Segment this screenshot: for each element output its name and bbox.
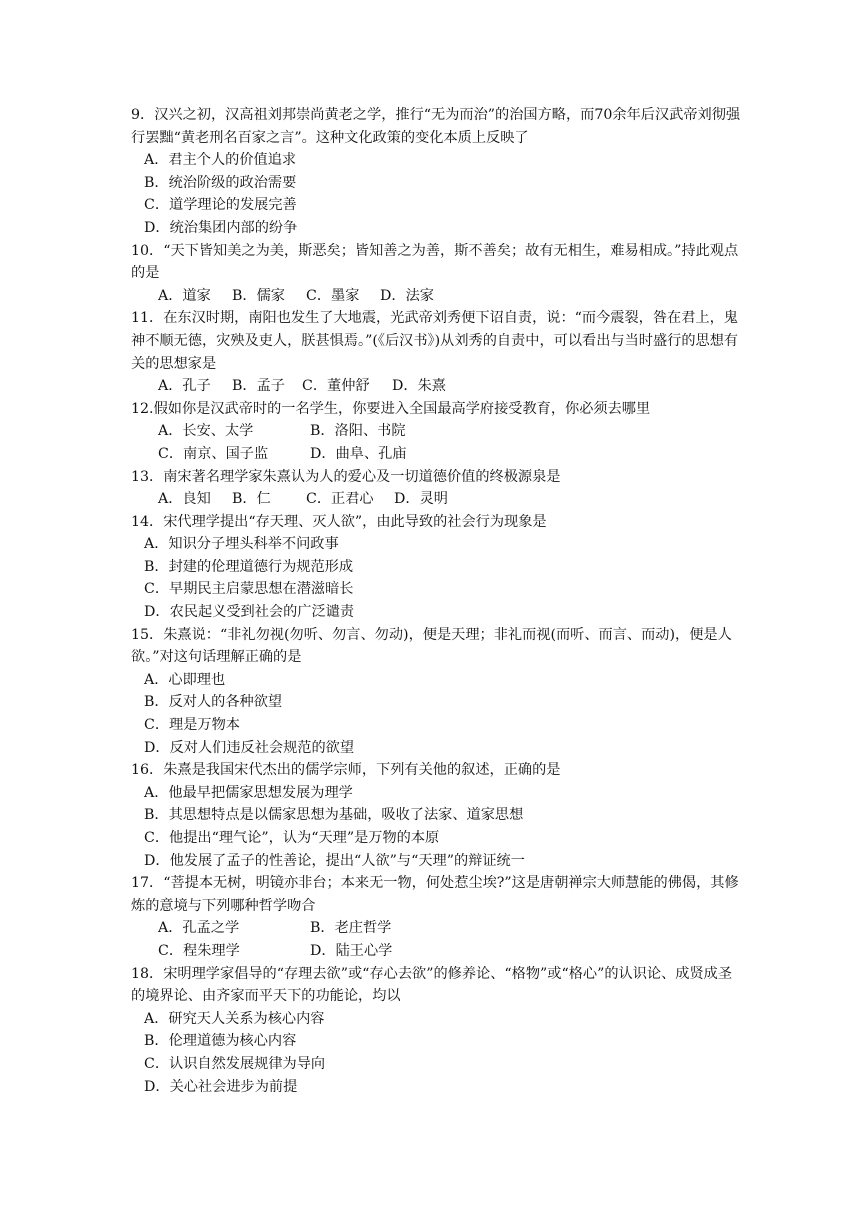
question-17-option-a: A．孔孟之学: [158, 920, 240, 937]
question-10-options: [131, 285, 743, 308]
question-14-option-d: D．农民起义受到社会的广泛谴责: [144, 604, 355, 621]
question-17-options-row-2: [131, 940, 743, 963]
question-15: [131, 624, 743, 760]
question-9-stem: 9．汉兴之初，汉高祖刘邦崇尚黄老之学，推行“无为而治”的治国方略，而70余年后汉武帝刘彻强行罢黜“黄老刑名百家之言”。这种文化政策的变化本质上反映了: [131, 107, 741, 146]
question-9-option-d: D．统治集团内部的纷争: [144, 219, 298, 236]
question-11-option-d: D．朱熹: [392, 378, 446, 395]
question-9-option-c: C．道学理论的发展完善: [144, 197, 297, 214]
question-17-options-row-1: [131, 917, 743, 940]
question-14-option-c: C．早期民主启蒙思想在潜滋暗长: [144, 581, 354, 598]
question-11-option-b: B．孟子: [232, 378, 285, 395]
question-12-option-c: C．南京、国子监: [158, 445, 269, 462]
question-12-options-row-1: [131, 420, 743, 443]
question-12-stem: 12.假如你是汉武帝时的一名学生，你要进入全国最高学府接受教育，你必须去哪里: [131, 400, 651, 417]
question-12-option-d: D．曲阜、孔庙: [310, 445, 407, 462]
question-16-option-c: C．他提出“理气论”，认为“天理”是万物的本原: [144, 830, 440, 846]
question-12-options-row-2: [131, 443, 743, 466]
question-10-option-a: A．道家: [158, 287, 211, 304]
question-16-option-a: A．他最早把儒家思想发展为理学: [144, 784, 353, 801]
question-10-option-c: C．墨家: [306, 287, 360, 304]
question-10-option-b: B．儒家: [232, 287, 285, 304]
question-16: [131, 759, 743, 872]
question-15-stem: 15．朱熹说：“非礼勿视(勿听、勿言、勿动)，便是天理；非礼而视(而听、而言、而动)，便是人欲。”对这句话理解正确的是: [131, 626, 732, 666]
question-14-stem: 14．宋代理学提出“存天理、灭人欲”，由此导致的社会行为现象是: [131, 513, 547, 530]
question-11-option-c: C．董仲舒: [302, 378, 370, 395]
question-list: [131, 104, 743, 1098]
question-16-option-d: D．他发展了孟子的性善论，提出“人欲”与“天理”的辩证统一: [144, 852, 525, 869]
question-11-option-a: A．孔子: [158, 378, 211, 395]
question-16-option-b: B．其思想特点是以儒家思想为基础，吸收了法家、道家思想: [144, 807, 524, 824]
question-11-options: [131, 375, 743, 398]
question-18: [131, 963, 743, 1099]
question-12: [131, 398, 743, 466]
question-13: [131, 466, 743, 511]
question-15-option-d: D．反对人们违反社会规范的欲望: [144, 739, 355, 756]
question-17-option-b: B．老庄哲学: [310, 920, 392, 937]
question-12-option-a: A．长安、太学: [158, 423, 254, 440]
question-9-option-a: A．君主个人的价值追求: [144, 152, 297, 169]
question-13-option-a: A．良知: [158, 491, 211, 508]
question-10-option-d: D．法家: [380, 287, 434, 304]
question-13-options: [131, 488, 743, 511]
question-16-stem: 16．朱熹是我国宋代杰出的儒学宗师，下列有关他的叙述，正确的是: [131, 762, 561, 779]
question-18-option-c: C．认识自然发展规律为导向: [144, 1055, 326, 1072]
question-13-stem: 13．南宋著名理学家朱熹认为人的爱心及一切道德价值的终极源泉是: [131, 468, 561, 485]
question-18-stem: 18．宋明理学家倡导的“存理去欲”或“存心去欲”的修养论、“格物”或“格心”的认识论、成贤成圣的境界论、由齐家而平天下的功能论，均以: [131, 965, 733, 1005]
question-17: [131, 872, 743, 962]
question-11: [131, 307, 743, 397]
question-14-option-a: A．知识分子埋头科举不问政事: [144, 536, 339, 553]
question-18-option-a: A．研究天人关系为核心内容: [144, 1010, 325, 1027]
question-15-option-c: C．理是万物本: [144, 717, 240, 734]
question-17-stem: 17．“菩提本无树，明镜亦非台；本来无一物，何处惹尘埃?”这是唐朝禅宗大师慧能的佛偈，其修炼的意境与下列哪种哲学吻合: [131, 875, 739, 914]
question-12-option-b: B．洛阳、书院: [310, 423, 406, 440]
question-13-option-c: C．正君心: [306, 491, 374, 508]
question-13-option-d: D．灵明: [394, 491, 448, 508]
question-17-option-c: C．程朱理学: [158, 942, 240, 959]
question-18-option-d: D．关心社会进步为前提: [144, 1078, 298, 1095]
question-15-option-b: B．反对人的各种欲望: [144, 694, 283, 711]
question-10: [131, 240, 743, 308]
question-9-option-b: B．统治阶级的政治需要: [144, 174, 297, 191]
question-14: [131, 511, 743, 624]
question-18-option-b: B．伦理道德为核心内容: [144, 1033, 297, 1050]
question-13-option-b: B．仁: [232, 491, 271, 508]
question-17-option-d: D．陆王心学: [310, 942, 393, 959]
question-11-stem: 11．在东汉时期，南阳也发生了大地震，光武帝刘秀便下诏自责，说：“而今震裂，咎在君上，鬼神不顺无德，灾殃及吏人，朕甚惧焉。”(《后汉书》)从刘秀的自责中，可以看出与当时盛行的思想有关的思想家是: [131, 310, 739, 372]
question-10-stem: 10．“天下皆知美之为美，斯恶矣；皆知善之为善，斯不善矣；故有无相生，难易相成。”持此观点的是: [131, 242, 739, 282]
question-9: [131, 104, 743, 240]
question-15-option-a: A．心即理也: [144, 671, 226, 688]
question-14-option-b: B．封建的伦理道德行为规范形成: [144, 558, 354, 575]
